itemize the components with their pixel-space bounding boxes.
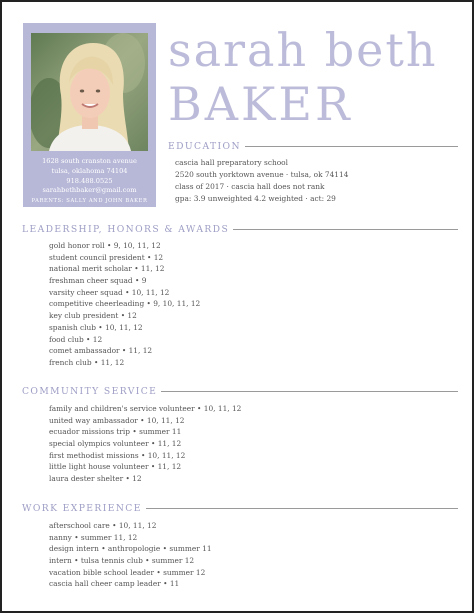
list-item: national merit scholar • 11, 12 <box>49 264 165 274</box>
contact-city: tulsa, oklahoma 74104 <box>51 166 128 175</box>
contact-parents: PARENTS: SALLY AND JOHN BAKER <box>31 198 148 205</box>
profile-photo <box>31 33 148 151</box>
education-school: cascia hall preparatory school <box>175 158 288 167</box>
divider <box>146 508 458 509</box>
service-list <box>49 403 241 485</box>
leadership-heading <box>22 223 458 235</box>
education-heading <box>168 140 458 152</box>
list-item: comet ambassador • 11, 12 <box>49 346 153 356</box>
education-title: EDUCATION <box>168 140 241 152</box>
list-item: intern • tulsa tennis club • summer 12 <box>49 556 195 566</box>
list-item: afterschool care • 10, 11, 12 <box>49 521 157 530</box>
list-item: french club • 11, 12 <box>49 357 125 367</box>
list-item: student council president • 12 <box>49 252 164 262</box>
work-heading <box>22 502 458 514</box>
first-names: sarah beth <box>168 23 438 77</box>
list-item: key club president • 12 <box>49 311 137 321</box>
contact-street: 1628 south cranston avenue <box>42 157 137 165</box>
portrait-image <box>31 33 148 151</box>
list-item: laura dester shelter • 12 <box>49 474 142 484</box>
work-list <box>49 520 212 590</box>
leadership-title: LEADERSHIP, HONORS & AWARDS <box>22 223 230 235</box>
contact-email: sarahbethbaker@gmail.com <box>42 186 137 195</box>
list-item: food club • 12 <box>49 334 103 344</box>
list-item: vacation bible school leader • summer 12 <box>49 567 206 577</box>
education-address: 2520 south yorktown avenue · tulsa, ok 74114 <box>175 169 349 179</box>
service-title: COMMUNITY SERVICE <box>22 385 158 397</box>
list-item: ecuador missions trip • summer 11 <box>49 427 182 437</box>
list-item: nanny • summer 11, 12 <box>49 532 138 542</box>
list-item: varsity cheer squad • 10, 11, 12 <box>49 287 170 297</box>
list-item: freshman cheer squad • 9 <box>49 276 147 286</box>
contact-info <box>23 157 156 207</box>
list-item: special olympics volunteer • 11, 12 <box>49 439 182 449</box>
divider <box>233 229 458 230</box>
divider <box>161 391 458 392</box>
list-item: gold honor roll • 9, 10, 11, 12 <box>49 241 161 250</box>
contact-phone: 918.488.0525 <box>66 176 113 185</box>
list-item: family and children's service volunteer • 10, 11, 12 <box>49 404 242 413</box>
last-name: BAKER <box>168 77 353 131</box>
profile-panel <box>23 23 156 207</box>
divider <box>245 146 458 147</box>
list-item: competitive cheerleading • 9, 10, 11, 12 <box>49 299 201 309</box>
list-item: little light house volunteer • 11, 12 <box>49 462 182 472</box>
list-item: design intern • anthropologie • summer 11 <box>49 544 212 554</box>
work-title: WORK EXPERIENCE <box>22 502 142 514</box>
service-heading <box>22 385 458 397</box>
list-item: first methodist missions • 10, 11, 12 <box>49 450 186 460</box>
education-gpa: gpa: 3.9 unweighted 4.2 weighted · act: 29 <box>175 193 336 203</box>
list-item: united way ambassador • 10, 11, 12 <box>49 415 185 425</box>
leadership-list <box>49 240 200 369</box>
education-class: class of 2017 · cascia hall does not rank <box>175 181 325 191</box>
list-item: cascia hall cheer camp leader • 11 <box>49 579 180 589</box>
list-item: spanish club • 10, 11, 12 <box>49 322 143 332</box>
education-details <box>175 157 348 205</box>
